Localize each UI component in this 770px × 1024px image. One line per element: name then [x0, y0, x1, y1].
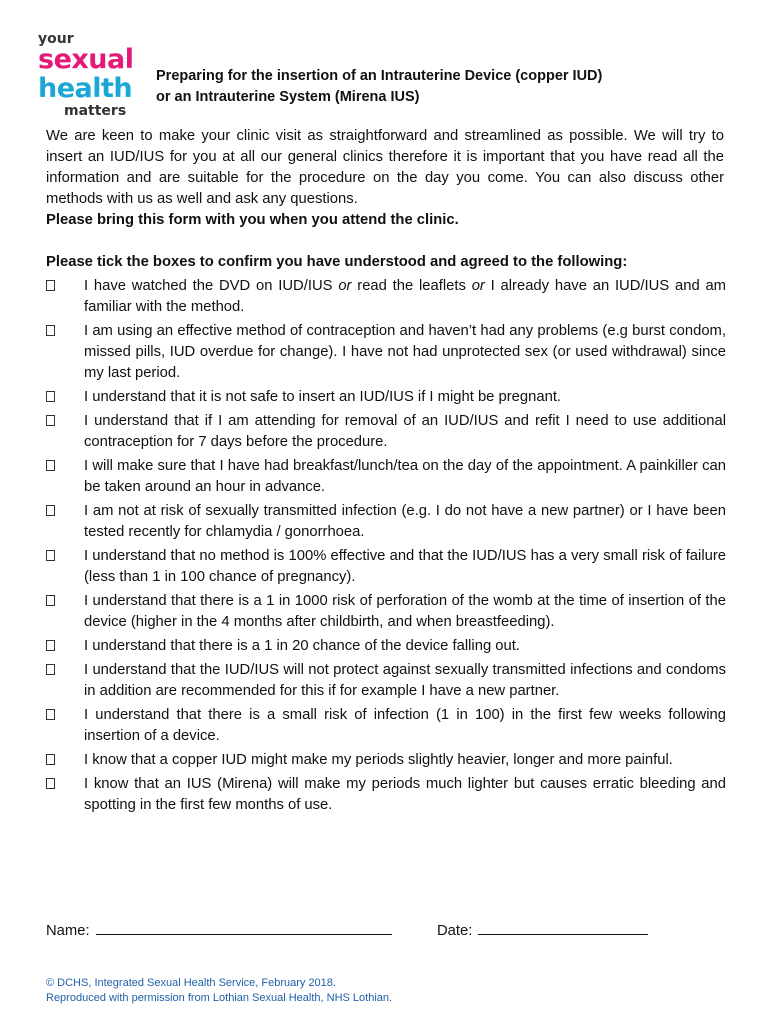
- checklist-item-text: I understand that there is a 1 in 1000 risk of perforation of the womb at the time of insertion of the device (higher in the 4 months after childbirth, and when breastfeeding).: [84, 593, 726, 630]
- checklist-item: [46, 321, 726, 384]
- checkbox[interactable]: [46, 280, 55, 291]
- checkbox[interactable]: [46, 550, 55, 561]
- item-text-part: read the leaflets: [351, 278, 472, 294]
- name-field: [46, 918, 392, 942]
- title-line-1: Preparing for the insertion of an Intrauterine Device (copper IUD): [156, 68, 603, 84]
- checklist-item: [46, 705, 726, 747]
- footer-copyright: © DCHS, Integrated Sexual Health Service, February 2018.: [46, 977, 336, 989]
- logo-line-health: health: [38, 73, 133, 104]
- checklist-item: [46, 456, 726, 498]
- checkbox[interactable]: [46, 391, 55, 402]
- date-label: Date:: [437, 923, 473, 939]
- name-label: Name:: [46, 923, 90, 939]
- checklist-item: [46, 501, 726, 543]
- logo-line-sexual: sexual: [38, 44, 134, 75]
- checkbox[interactable]: [46, 325, 55, 336]
- footer-permission: Reproduced with permission from Lothian Sexual Health, NHS Lothian.: [46, 992, 393, 1004]
- checklist-item-text: I know that an IUS (Mirena) will make my periods much lighter but causes erratic bleeding and spotting in the first few months of use.: [84, 776, 726, 813]
- checklist-item: [46, 591, 726, 633]
- checklist-item-text: I understand that the IUD/IUS will not protect against sexually transmitted infections and condoms in addition are recommended for this if for example I have a new partner.: [84, 662, 726, 699]
- checklist-item-text: I understand that it is not safe to insert an IUD/IUS if I might be pregnant.: [84, 389, 562, 405]
- checkbox[interactable]: [46, 778, 55, 789]
- item-text-emphasis: or: [338, 278, 352, 294]
- item-text-emphasis: or: [471, 278, 485, 294]
- checklist-item-text: I am using an effective method of contraception and haven’t had any problems (e.g burst condom, missed pills, IUD overdue for change). I have not had unprotected sex (or used withdrawal) since my last period.: [84, 323, 726, 381]
- checklist-item: [46, 750, 726, 771]
- title-line-2: or an Intrauterine System (Mirena IUS): [156, 89, 420, 105]
- checklist-item-text: I understand that no method is 100% effective and that the IUD/IUS has a very small risk of failure (less than 1 in 100 chance of pregnancy).: [84, 548, 726, 585]
- checkbox[interactable]: [46, 664, 55, 675]
- checklist-item-text: I am not at risk of sexually transmitted infection (e.g. I do not have a new partner) or I have been tested recently for chlamydia / gonorrhoea.: [84, 503, 726, 540]
- checklist-item-text: I know that a copper IUD might make my periods slightly heavier, longer and more painful.: [84, 752, 673, 768]
- checklist: [46, 276, 726, 819]
- checkbox[interactable]: [46, 460, 55, 471]
- checklist-item-text: [84, 276, 726, 318]
- checkbox[interactable]: [46, 709, 55, 720]
- intro-paragraph: We are keen to make your clinic visit as straightforward and streamlined as possible. We will try to insert an IUD/IUS for you at all our general clinics therefore it is important that you have read all the information and are suitable for the procedure on the day you come. You can also discuss other methods with us as well and ask any questions.: [46, 128, 724, 207]
- checklist-item-text: I understand that there is a small risk of infection (1 in 100) in the first few weeks following insertion of a device.: [84, 707, 726, 744]
- logo-line-matters: matters: [64, 103, 127, 119]
- checkbox[interactable]: [46, 640, 55, 651]
- name-input-line[interactable]: [96, 918, 392, 935]
- bring-form-notice: Please bring this form with you when you attend the clinic.: [46, 212, 459, 228]
- checklist-item: [46, 411, 726, 453]
- date-field: [437, 918, 648, 942]
- checklist-item: [46, 636, 726, 657]
- checklist-item: [46, 660, 726, 702]
- intro-section: [46, 126, 724, 231]
- date-input-line[interactable]: [478, 918, 648, 935]
- checklist-item: [46, 276, 726, 318]
- checklist-heading: Please tick the boxes to confirm you have understood and agreed to the following:: [46, 254, 628, 270]
- logo-line-your: your: [38, 31, 74, 47]
- item-text-part: I already have an IUD/IUS and am familiar with the method.: [84, 278, 727, 315]
- checklist-item: [46, 546, 726, 588]
- checklist-item-text: I understand that if I am attending for removal of an IUD/IUS and refit I need to use additional contraception for 7 days before the procedure.: [84, 413, 726, 450]
- checklist-item-text: I will make sure that I have had breakfast/lunch/tea on the day of the appointment. A painkiller can be taken around an hour in advance.: [84, 458, 726, 495]
- item-text-part: I have watched the DVD on IUD/IUS: [84, 278, 339, 294]
- footer: [46, 976, 606, 1006]
- your-sexual-health-matters-logo: [36, 30, 144, 120]
- checkbox[interactable]: [46, 754, 55, 765]
- checkbox[interactable]: [46, 505, 55, 516]
- checklist-item: [46, 387, 726, 408]
- checkbox[interactable]: [46, 415, 55, 426]
- document-title: [156, 66, 716, 108]
- checklist-item: [46, 774, 726, 816]
- checkbox[interactable]: [46, 595, 55, 606]
- checklist-item-text: I understand that there is a 1 in 20 chance of the device falling out.: [84, 638, 520, 654]
